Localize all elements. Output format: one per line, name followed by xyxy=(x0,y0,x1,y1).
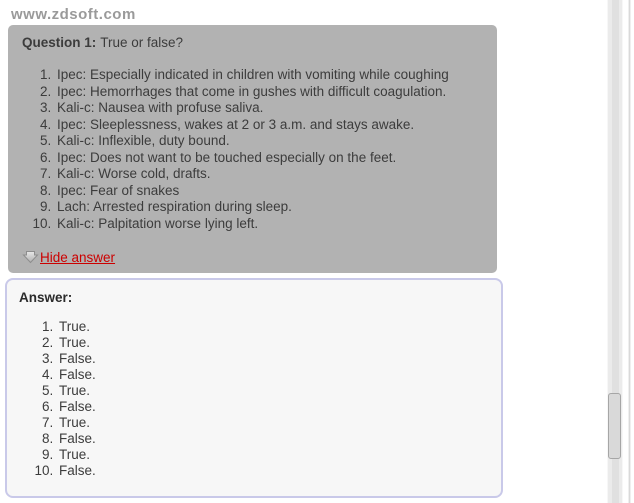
answer-list xyxy=(19,319,489,479)
question-item: 5. Kali-c: Inflexible, duty bound. xyxy=(55,133,483,150)
answer-item: 9. True. xyxy=(57,447,489,463)
answer-item: 5. True. xyxy=(57,383,489,399)
answer-item: 8. False. xyxy=(57,431,489,447)
answer-heading: Answer: xyxy=(19,290,73,305)
question-item: 4. Ipec: Sleeplessness, wakes at 2 or 3 a.m. and stays awake. xyxy=(55,117,483,134)
answer-toggle-row xyxy=(22,249,483,265)
question-item: 2. Ipec: Hemorrhages that come in gushes with difficult coagulation. xyxy=(55,84,483,101)
question-prompt: True or false? xyxy=(100,35,184,50)
question-item: 1. Ipec: Especially indicated in children with vomiting while coughing xyxy=(55,67,483,84)
answer-item: 1. True. xyxy=(57,319,489,335)
window-edge-divider xyxy=(628,0,631,503)
vertical-scrollbar-thumb[interactable] xyxy=(608,393,621,459)
hide-answer-link[interactable]: Hide answer xyxy=(40,249,116,265)
question-item: 7. Kali-c: Worse cold, drafts. xyxy=(55,166,483,183)
question-title xyxy=(22,34,483,52)
down-arrow-icon[interactable] xyxy=(22,249,39,265)
question-list xyxy=(22,67,483,232)
question-item: 6. Ipec: Does not want to be touched especially on the feet. xyxy=(55,150,483,167)
answer-item: 10. False. xyxy=(57,463,489,479)
answer-item: 3. False. xyxy=(57,351,489,367)
answer-item: 2. True. xyxy=(57,335,489,351)
question-number-label: Question 1: xyxy=(22,35,97,50)
question-item: 10. Kali-c: Palpitation worse lying left. xyxy=(55,216,483,233)
question-item: 3. Kali-c: Nausea with profuse saliva. xyxy=(55,100,483,117)
recorder-watermark: www.zdsoft.com xyxy=(11,6,136,23)
answer-item: 7. True. xyxy=(57,415,489,431)
question-item: 8. Ipec: Fear of snakes xyxy=(55,183,483,200)
answer-item: 6. False. xyxy=(57,399,489,415)
answer-item: 4. False. xyxy=(57,367,489,383)
question-item: 9. Lach: Arrested respiration during sleep. xyxy=(55,199,483,216)
answer-panel xyxy=(5,278,503,498)
question-panel xyxy=(8,25,497,273)
